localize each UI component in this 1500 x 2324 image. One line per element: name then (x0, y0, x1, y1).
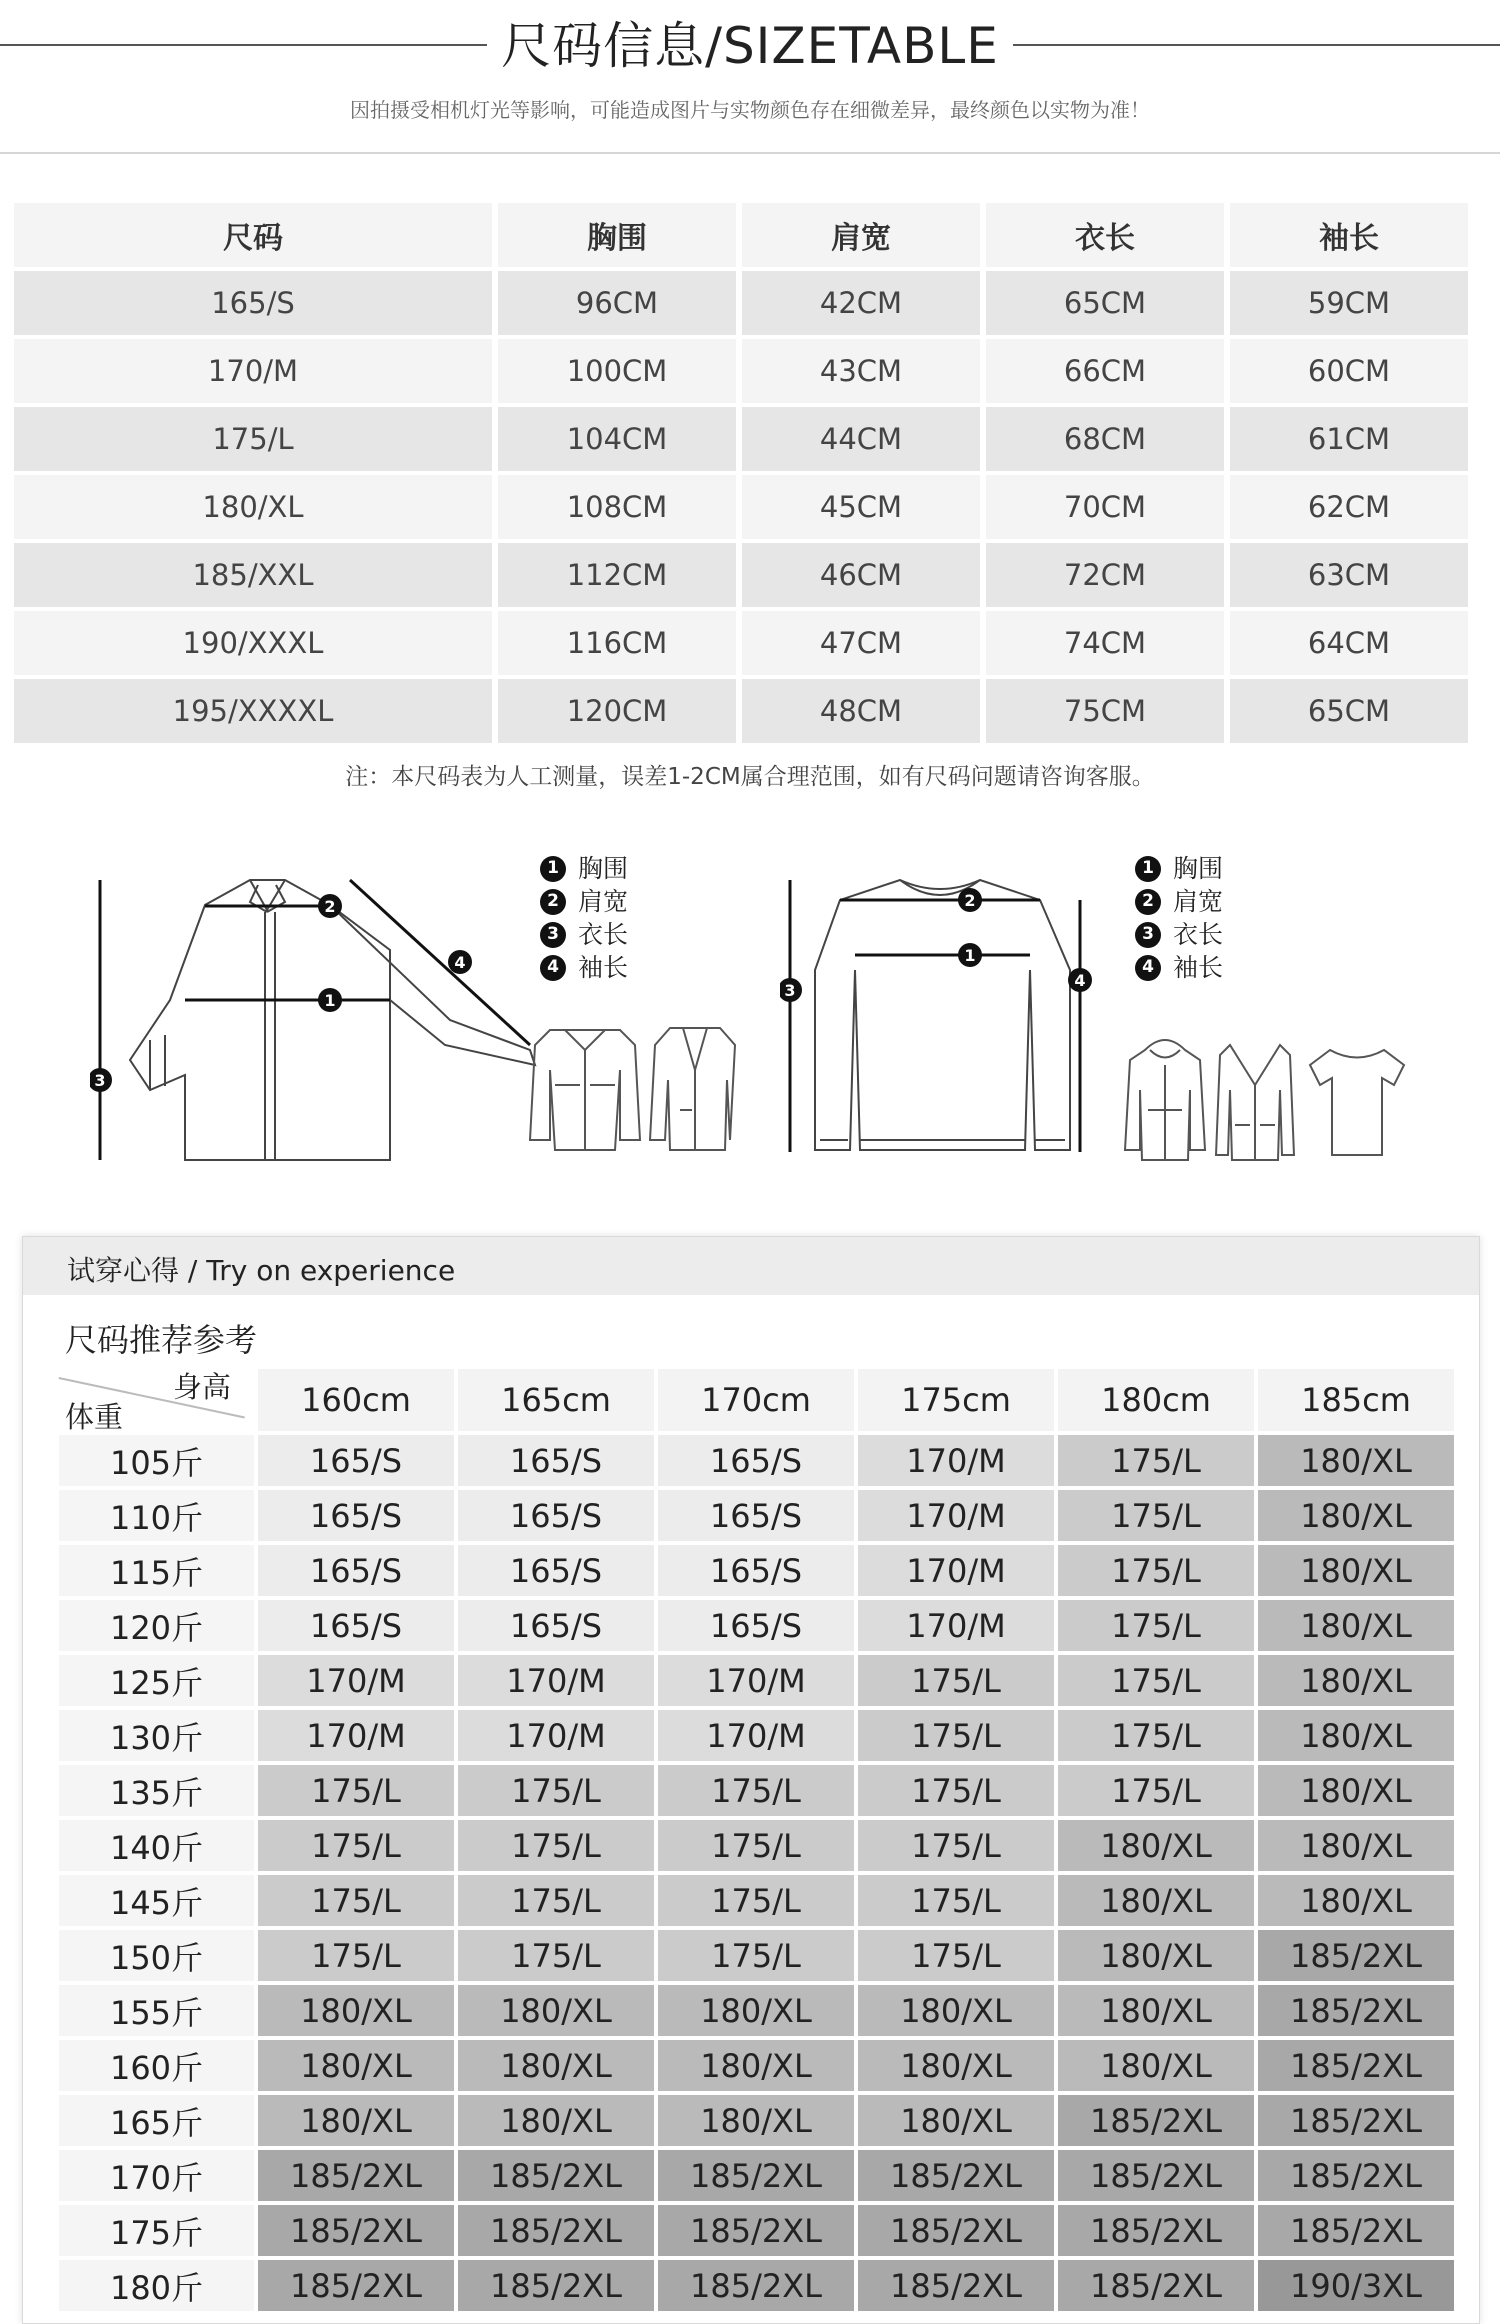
recommend-size-cell: 185/2XL (458, 2150, 654, 2201)
size-table-cell: 120CM (498, 679, 736, 743)
size-table-cell: 108CM (498, 475, 736, 539)
legend-item: 1 胸围 (1135, 852, 1223, 885)
recommend-size-cell: 180/XL (1058, 1985, 1254, 2036)
size-table-cell: 42CM (742, 271, 980, 335)
recommend-size-cell: 180/XL (1258, 1545, 1454, 1596)
recommend-size-cell: 185/2XL (258, 2205, 454, 2256)
recommend-size-cell: 180/XL (858, 2095, 1054, 2146)
recommend-size-cell: 165/S (658, 1490, 854, 1541)
weight-cell: 140斤 (59, 1820, 254, 1871)
size-table-cell: 100CM (498, 339, 736, 403)
recommend-size-cell: 175/L (858, 1765, 1054, 1816)
height-axis-label: 身高 (173, 1370, 232, 1404)
recommend-body (23, 1295, 1479, 2323)
weight-axis-label: 体重 (65, 1400, 124, 1434)
recommend-size-cell: 185/2XL (858, 2205, 1054, 2256)
recommend-size-cell: 175/L (258, 1875, 454, 1926)
recommend-size-cell: 180/XL (1058, 2040, 1254, 2091)
recommend-size-cell: 175/L (858, 1875, 1054, 1926)
recommend-size-cell: 170/M (458, 1710, 654, 1761)
size-table-cell: 47CM (742, 611, 980, 675)
size-table-row (14, 475, 1480, 539)
size-table (14, 203, 1480, 747)
svg-text:4: 4 (1074, 971, 1086, 990)
recommend-size-cell: 165/S (658, 1600, 854, 1651)
recommend-size-cell: 175/L (1058, 1765, 1254, 1816)
recommend-size-cell: 185/2XL (658, 2205, 854, 2256)
size-table-header (14, 203, 1480, 267)
legend-sweater (1135, 852, 1223, 984)
recommend-size-cell: 185/2XL (858, 2150, 1054, 2201)
recommend-size-cell: 165/S (258, 1490, 454, 1541)
recommend-size-cell: 180/XL (258, 2095, 454, 2146)
recommend-size-cell: 180/XL (658, 1985, 854, 2036)
size-table-cell: 190/XXXL (14, 611, 492, 675)
height-header-cell: 175cm (858, 1369, 1054, 1431)
size-table-cell: 60CM (1230, 339, 1468, 403)
recommend-size-cell: 180/XL (658, 2095, 854, 2146)
legend-item: 3 衣长 (1135, 918, 1223, 951)
height-header-cell: 170cm (658, 1369, 854, 1431)
try-on-header (23, 1237, 1479, 1295)
weight-cell: 160斤 (59, 2040, 254, 2091)
recommend-row (59, 1875, 1454, 1926)
recommend-size-cell: 175/L (1058, 1490, 1254, 1541)
legend-item: 3 衣长 (540, 918, 628, 951)
recommend-size-cell: 165/S (458, 1600, 654, 1651)
recommend-row (59, 1710, 1454, 1761)
size-table-cell: 195/XXXXL (14, 679, 492, 743)
size-table-cell: 175/L (14, 407, 492, 471)
height-header-cell: 165cm (458, 1369, 654, 1431)
size-table-cell: 66CM (986, 339, 1224, 403)
recommend-size-cell: 180/XL (1258, 1600, 1454, 1651)
weight-cell: 120斤 (59, 1600, 254, 1651)
recommend-size-cell: 185/2XL (1058, 2260, 1254, 2311)
recommend-size-cell: 170/M (458, 1655, 654, 1706)
recommend-size-cell: 165/S (458, 1435, 654, 1486)
size-table-row (14, 407, 1480, 471)
recommend-size-cell: 175/L (258, 1765, 454, 1816)
recommend-size-cell: 180/XL (458, 1985, 654, 2036)
recommend-size-cell: 165/S (458, 1545, 654, 1596)
size-table-cell: 62CM (1230, 475, 1468, 539)
recommend-size-cell: 180/XL (458, 2040, 654, 2091)
recommend-size-cell: 180/XL (258, 2040, 454, 2091)
legend-shirt (540, 852, 628, 984)
recommend-size-cell: 180/XL (1258, 1655, 1454, 1706)
size-table-cell: 68CM (986, 407, 1224, 471)
recommend-size-cell: 180/XL (1258, 1435, 1454, 1486)
header-divider (0, 152, 1500, 154)
legend-item: 2 肩宽 (1135, 885, 1223, 918)
recommend-size-cell: 175/L (658, 1765, 854, 1816)
recommend-row (59, 1930, 1454, 1981)
size-table-cell: 165/S (14, 271, 492, 335)
recommend-size-cell: 175/L (458, 1875, 654, 1926)
size-table-header-cell: 袖长 (1230, 203, 1468, 267)
size-table-row (14, 339, 1480, 403)
recommend-size-cell: 180/XL (658, 2040, 854, 2091)
recommend-size-cell: 185/2XL (458, 2260, 654, 2311)
legend-item: 4 袖长 (1135, 951, 1223, 984)
svg-text:4: 4 (454, 953, 466, 972)
recommend-size-cell: 175/L (858, 1930, 1054, 1981)
recommend-size-cell: 185/2XL (1058, 2150, 1254, 2201)
shirt-measure-diagram (90, 860, 550, 1180)
size-table-cell: 74CM (986, 611, 1224, 675)
recommend-size-cell: 175/L (858, 1655, 1054, 1706)
recommend-size-cell: 170/M (658, 1710, 854, 1761)
recommend-size-cell: 175/L (658, 1930, 854, 1981)
try-on-title: 试穿心得 / Try on experience (67, 1254, 456, 1287)
recommend-size-cell: 185/2XL (1258, 2205, 1454, 2256)
recommend-size-cell: 180/XL (858, 1985, 1054, 2036)
recommend-size-cell: 165/S (658, 1545, 854, 1596)
recommend-size-cell: 175/L (258, 1820, 454, 1871)
legend-item: 2 肩宽 (540, 885, 628, 918)
weight-cell: 115斤 (59, 1545, 254, 1596)
sweater-measure-diagram (780, 860, 1110, 1180)
recommend-size-cell: 185/2XL (1258, 2040, 1454, 2091)
measurement-note: 注：本尺码表为人工测量，误差1-2CM属合理范围，如有尺码问题请咨询客服。 (345, 764, 1155, 790)
recommend-size-cell: 185/2XL (1058, 2095, 1254, 2146)
size-table-cell: 72CM (986, 543, 1224, 607)
recommend-size-cell: 185/2XL (1258, 2095, 1454, 2146)
recommend-size-cell: 185/2XL (1258, 2150, 1454, 2201)
recommend-size-cell: 185/2XL (258, 2260, 454, 2311)
size-table-cell: 65CM (1230, 679, 1468, 743)
recommend-size-cell: 185/2XL (458, 2205, 654, 2256)
recommend-row (59, 1655, 1454, 1706)
weight-cell: 105斤 (59, 1435, 254, 1486)
size-table-cell: 65CM (986, 271, 1224, 335)
recommend-size-cell: 180/XL (458, 2095, 654, 2146)
svg-text:3: 3 (784, 981, 796, 1000)
size-table-cell: 59CM (1230, 271, 1468, 335)
recommend-row (59, 2150, 1454, 2201)
recommend-size-cell: 165/S (458, 1490, 654, 1541)
recommend-grid (59, 1435, 1454, 2315)
recommend-size-cell: 170/M (858, 1600, 1054, 1651)
weight-cell: 175斤 (59, 2205, 254, 2256)
size-table-header-cell: 肩宽 (742, 203, 980, 267)
recommend-size-cell: 190/3XL (1258, 2260, 1454, 2311)
hoodie-cardigan-tee-icons (1120, 1030, 1410, 1170)
legend-item: 4 袖长 (540, 951, 628, 984)
try-on-panel (22, 1236, 1480, 2324)
size-table-header-cell: 尺码 (14, 203, 492, 267)
recommend-row (59, 1490, 1454, 1541)
height-header-cell: 185cm (1258, 1369, 1454, 1431)
size-table-cell: 96CM (498, 271, 736, 335)
recommend-size-cell: 180/XL (258, 1985, 454, 2036)
size-table-cell: 116CM (498, 611, 736, 675)
svg-text:2: 2 (324, 897, 336, 916)
size-table-cell: 170/M (14, 339, 492, 403)
recommend-size-cell: 185/2XL (1058, 2205, 1254, 2256)
recommend-size-cell: 175/L (1058, 1710, 1254, 1761)
recommend-size-cell: 175/L (258, 1930, 454, 1981)
recommend-size-cell: 180/XL (1258, 1490, 1454, 1541)
recommend-row (59, 1765, 1454, 1816)
size-table-cell: 43CM (742, 339, 980, 403)
recommend-size-cell: 165/S (658, 1435, 854, 1486)
recommend-size-cell: 165/S (258, 1435, 454, 1486)
weight-cell: 145斤 (59, 1875, 254, 1926)
recommend-size-cell: 175/L (458, 1820, 654, 1871)
svg-text:1: 1 (964, 946, 976, 965)
size-table-cell: 64CM (1230, 611, 1468, 675)
size-table-header-cell: 胸围 (498, 203, 736, 267)
recommend-size-cell: 165/S (258, 1545, 454, 1596)
weight-cell: 180斤 (59, 2260, 254, 2311)
recommend-size-cell: 180/XL (1258, 1820, 1454, 1871)
recommend-size-cell: 185/2XL (1258, 1985, 1454, 2036)
size-table-row (14, 679, 1480, 743)
recommend-size-cell: 175/L (458, 1765, 654, 1816)
recommend-size-cell: 180/XL (858, 2040, 1054, 2091)
size-table-row (14, 543, 1480, 607)
weight-cell: 130斤 (59, 1710, 254, 1761)
recommend-size-cell: 180/XL (1058, 1875, 1254, 1926)
weight-cell: 150斤 (59, 1930, 254, 1981)
size-table-cell: 185/XXL (14, 543, 492, 607)
recommend-size-cell: 185/2XL (258, 2150, 454, 2201)
size-table-cell: 44CM (742, 407, 980, 471)
recommend-size-cell: 185/2XL (858, 2260, 1054, 2311)
size-table-row (14, 271, 1480, 335)
height-header-cell: 180cm (1058, 1369, 1254, 1431)
weight-cell: 125斤 (59, 1655, 254, 1706)
size-table-row (14, 611, 1480, 675)
recommend-size-cell: 175/L (658, 1875, 854, 1926)
recommend-size-cell: 170/M (658, 1655, 854, 1706)
recommend-size-cell: 185/2XL (1258, 1930, 1454, 1981)
size-table-cell: 63CM (1230, 543, 1468, 607)
recommend-size-cell: 180/XL (1258, 1875, 1454, 1926)
recommend-row (59, 2095, 1454, 2146)
size-table-cell: 46CM (742, 543, 980, 607)
recommend-row (59, 2040, 1454, 2091)
recommend-size-cell: 175/L (458, 1930, 654, 1981)
size-table-cell: 70CM (986, 475, 1224, 539)
size-table-cell: 75CM (986, 679, 1224, 743)
recommend-size-cell: 185/2XL (658, 2260, 854, 2311)
legend-item: 1 胸围 (540, 852, 628, 885)
recommend-size-cell: 180/XL (1058, 1930, 1254, 1981)
recommend-size-cell: 165/S (258, 1600, 454, 1651)
recommend-row (59, 2260, 1454, 2311)
recommend-size-cell: 170/M (858, 1435, 1054, 1486)
recommend-size-cell: 180/XL (1258, 1765, 1454, 1816)
height-header-cell: 160cm (258, 1369, 454, 1431)
size-table-header-cell: 衣长 (986, 203, 1224, 267)
weight-cell: 170斤 (59, 2150, 254, 2201)
recommend-size-cell: 170/M (858, 1545, 1054, 1596)
size-table-cell: 104CM (498, 407, 736, 471)
size-table-cell: 45CM (742, 475, 980, 539)
svg-text:3: 3 (94, 1071, 106, 1090)
recommend-row (59, 1820, 1454, 1871)
recommend-size-cell: 175/L (858, 1820, 1054, 1871)
recommend-row (59, 1435, 1454, 1486)
recommend-size-cell: 175/L (1058, 1600, 1254, 1651)
svg-text:1: 1 (324, 991, 336, 1010)
recommend-row (59, 1600, 1454, 1651)
recommend-row (59, 1545, 1454, 1596)
recommend-size-cell: 175/L (1058, 1655, 1254, 1706)
jacket-icons (520, 1010, 740, 1160)
recommend-size-cell: 180/XL (1058, 1820, 1254, 1871)
svg-text:2: 2 (964, 891, 976, 910)
recommend-size-cell: 175/L (1058, 1435, 1254, 1486)
page-title: 尺码信息/SIZETABLE (0, 6, 1500, 78)
weight-cell: 165斤 (59, 2095, 254, 2146)
recommend-row (59, 1985, 1454, 2036)
recommend-size-cell: 170/M (858, 1490, 1054, 1541)
recommend-size-cell: 170/M (258, 1710, 454, 1761)
weight-cell: 135斤 (59, 1765, 254, 1816)
size-table-cell: 61CM (1230, 407, 1468, 471)
weight-cell: 110斤 (59, 1490, 254, 1541)
size-table-cell: 48CM (742, 679, 980, 743)
recommend-size-cell: 175/L (1058, 1545, 1254, 1596)
weight-cell: 155斤 (59, 1985, 254, 2036)
recommend-row (59, 2205, 1454, 2256)
recommend-size-cell: 185/2XL (658, 2150, 854, 2201)
recommend-size-cell: 180/XL (1258, 1710, 1454, 1761)
size-table-cell: 180/XL (14, 475, 492, 539)
recommend-title: 尺码推荐参考 (65, 1321, 258, 1359)
recommend-size-cell: 175/L (658, 1820, 854, 1871)
size-table-cell: 112CM (498, 543, 736, 607)
height-header-row (258, 1369, 1454, 1431)
recommend-size-cell: 170/M (258, 1655, 454, 1706)
color-disclaimer: 因拍摄受相机灯光等影响，可能造成图片与实物颜色存在细微差异，最终颜色以实物为准！ (350, 98, 1150, 122)
recommend-size-cell: 175/L (858, 1710, 1054, 1761)
